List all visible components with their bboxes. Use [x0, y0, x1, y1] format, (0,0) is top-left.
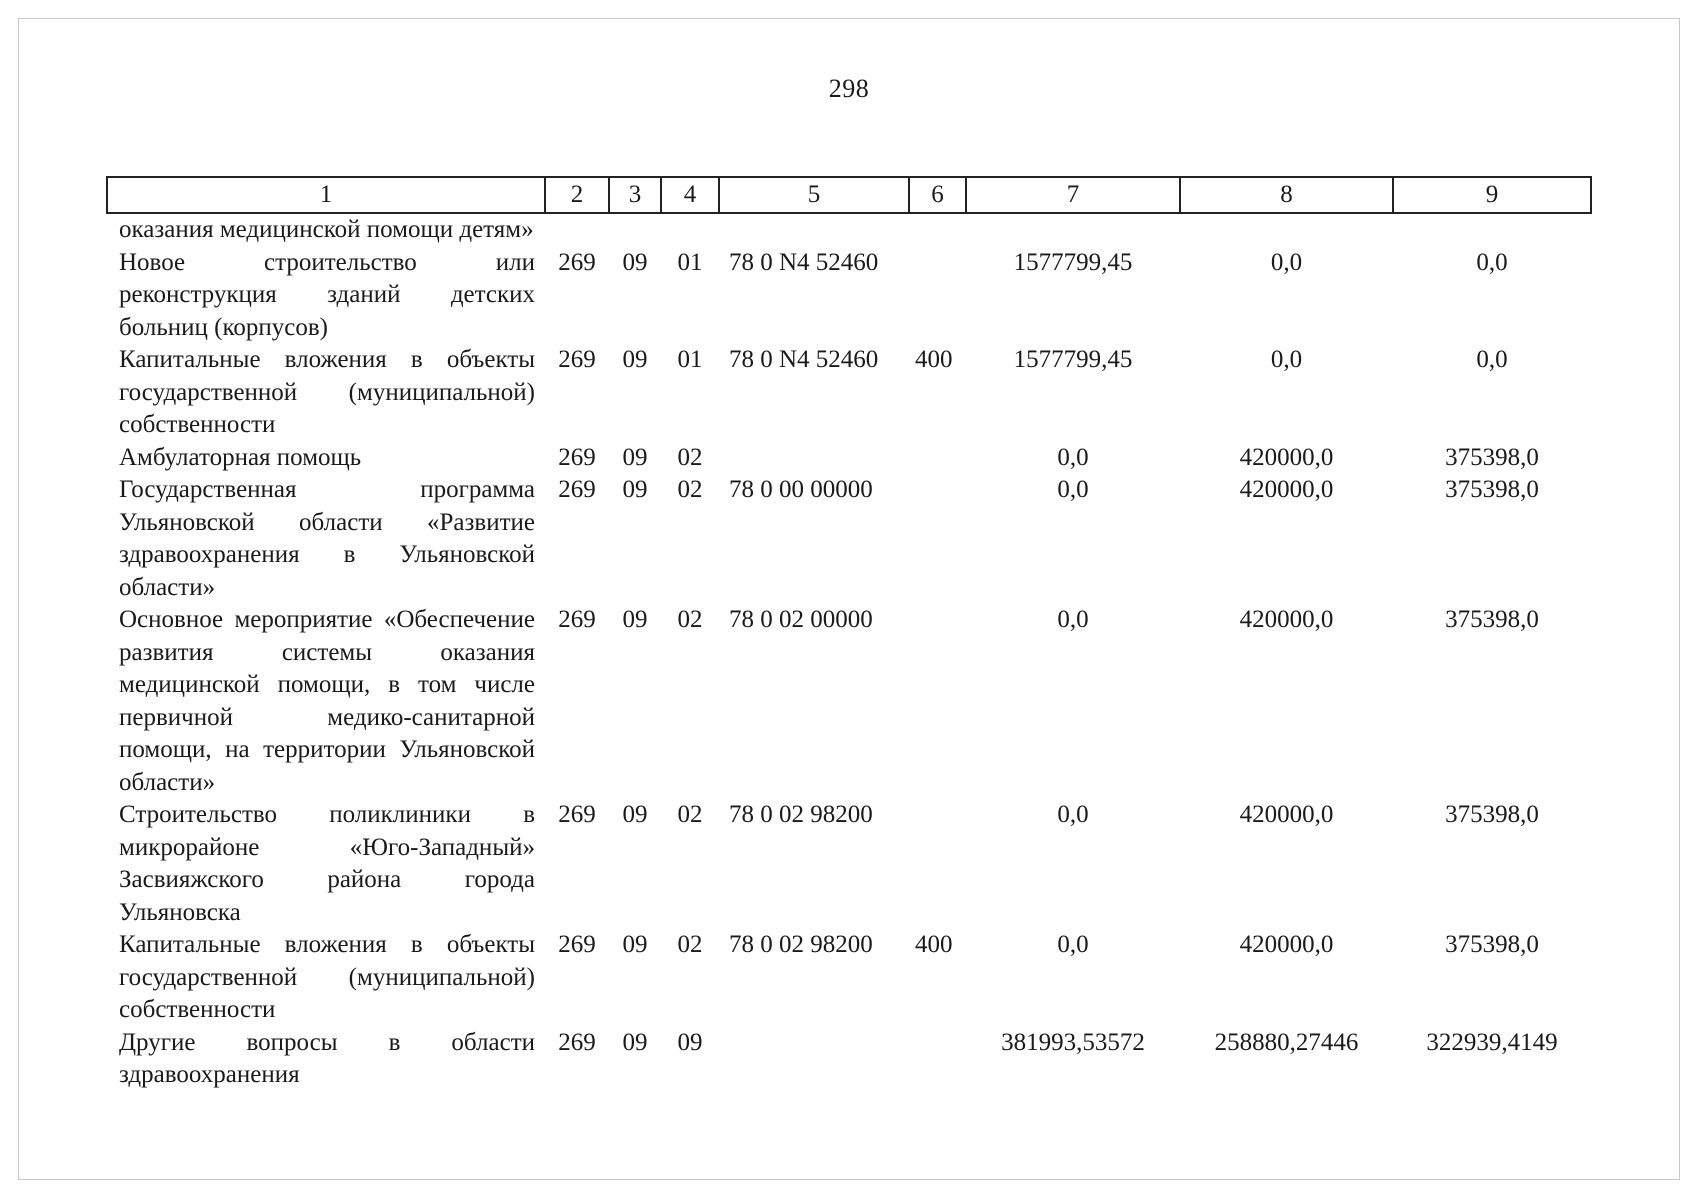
row-target-article	[719, 1027, 909, 1092]
column-header: 1	[107, 177, 545, 213]
row-section: 09	[622, 1028, 648, 1056]
row-target-article: 78 0 N4 52460	[729, 248, 879, 276]
row-grbs: 269	[558, 443, 596, 471]
column-number-header-row	[107, 177, 1591, 213]
row-amount-col8: 420000,0	[1239, 606, 1334, 633]
row-target-article: 78 0 02 98200	[729, 931, 873, 958]
row-subsection: 02	[677, 443, 703, 471]
row-expense-type	[909, 442, 966, 475]
row-expense-type: 400	[915, 346, 953, 373]
page-number: 298	[828, 74, 870, 103]
row-name: оказания медицинской помощи детям»	[119, 216, 534, 243]
row-subsection: 01	[677, 248, 703, 276]
row-grbs: 269	[558, 346, 596, 373]
row-expense-type	[909, 247, 966, 345]
row-amount-col8: 420000,0	[1239, 801, 1334, 828]
row-grbs: 269	[558, 931, 596, 958]
row-amount-col8: 0,0	[1270, 346, 1303, 373]
row-amount-col9: 375398,0	[1445, 476, 1539, 503]
column-header: 2	[545, 177, 609, 213]
row-amount-col9	[1393, 213, 1591, 247]
row-amount-col8: 258880,27446	[1214, 1028, 1359, 1056]
row-amount-col7: 1577799,45	[1013, 346, 1133, 373]
row-amount-col7: 0,0	[1057, 606, 1089, 633]
row-amount-col9: 375398,0	[1445, 606, 1539, 633]
row-section: 09	[622, 801, 648, 828]
row-subsection: 09	[677, 1028, 703, 1056]
row-amount-col7: 381993,53572	[1001, 1028, 1145, 1056]
row-target-article	[719, 213, 909, 247]
column-header: 5	[719, 177, 909, 213]
row-amount-col7	[966, 213, 1180, 247]
row-amount-col7: 0,0	[1057, 931, 1089, 958]
row-name: Государственная программа Ульяновской области «Развитие здравоохранения в Ульяновской области»	[119, 476, 535, 601]
row-amount-col8: 0,0	[1270, 248, 1303, 276]
row-section: 09	[622, 443, 648, 471]
table-row	[107, 1027, 1591, 1092]
row-target-article: 78 0 02 00000	[729, 606, 873, 633]
row-name: Амбулаторная помощь	[119, 443, 362, 471]
row-grbs: 269	[558, 1028, 596, 1056]
row-amount-col9: 0,0	[1476, 346, 1508, 373]
row-name: Капитальные вложения в объекты государственной (муниципальной) собственности	[119, 931, 535, 1023]
column-header: 3	[609, 177, 661, 213]
row-expense-type	[909, 474, 966, 604]
column-header: 9	[1393, 177, 1591, 213]
row-section: 09	[622, 248, 648, 276]
table-row	[107, 344, 1591, 442]
row-grbs	[545, 213, 609, 247]
table-row	[107, 799, 1591, 929]
column-header: 4	[661, 177, 719, 213]
row-section: 09	[622, 931, 648, 958]
row-target-article: 78 0 00 00000	[729, 476, 873, 503]
row-expense-type	[909, 604, 966, 799]
row-subsection: 02	[677, 476, 703, 503]
row-name: Капитальные вложения в объекты государственной (муниципальной) собственности	[119, 346, 535, 438]
row-subsection: 02	[677, 801, 703, 828]
column-header: 8	[1180, 177, 1393, 213]
row-target-article: 78 0 N4 52460	[729, 346, 879, 373]
row-grbs: 269	[558, 606, 596, 633]
row-expense-type	[909, 1027, 966, 1092]
table-row	[107, 604, 1591, 799]
budget-table	[106, 176, 1592, 1092]
row-amount-col9: 322939,4149	[1426, 1028, 1558, 1056]
row-name: Основное мероприятие «Обеспечение развития системы оказания медицинской помощи, в том числе первичной медико-санитарной помощи, на территории Ульяновской области»	[119, 606, 535, 796]
row-amount-col7: 0,0	[1057, 476, 1089, 503]
row-subsection: 02	[677, 606, 703, 633]
column-header: 6	[909, 177, 966, 213]
row-amount-col8: 420000,0	[1239, 931, 1334, 958]
row-target-article	[719, 442, 909, 475]
row-amount-col7: 1577799,45	[1013, 248, 1133, 276]
row-name: Новое строительство или реконструкция зданий детских больниц (корпусов)	[119, 248, 535, 341]
column-header: 7	[966, 177, 1180, 213]
row-grbs: 269	[558, 801, 596, 828]
row-amount-col9: 375398,0	[1445, 801, 1539, 828]
row-section: 09	[622, 606, 648, 633]
table-row	[107, 929, 1591, 1027]
row-name: Строительство поликлиники в микрорайоне «Юго-Западный» Засвияжского района города Ульяновска	[119, 801, 535, 926]
table-row	[107, 213, 1591, 247]
row-section: 09	[622, 346, 648, 373]
row-grbs: 269	[558, 248, 596, 276]
row-amount-col7: 0,0	[1057, 443, 1089, 471]
table-row	[107, 442, 1591, 475]
row-amount-col8: 420000,0	[1239, 476, 1334, 503]
row-subsection	[661, 213, 719, 247]
row-amount-col9: 375398,0	[1445, 931, 1539, 958]
row-expense-type	[909, 213, 966, 247]
row-amount-col9: 0,0	[1476, 248, 1508, 276]
row-subsection: 01	[677, 346, 703, 373]
row-target-article: 78 0 02 98200	[729, 801, 873, 828]
table-row	[107, 247, 1591, 345]
row-amount-col7: 0,0	[1057, 801, 1089, 828]
row-subsection: 02	[677, 931, 703, 958]
row-expense-type: 400	[915, 931, 953, 958]
row-section	[609, 213, 661, 247]
row-expense-type	[909, 799, 966, 929]
row-amount-col8	[1180, 213, 1393, 247]
row-grbs: 269	[558, 476, 596, 503]
row-section: 09	[622, 476, 648, 503]
row-amount-col8: 420000,0	[1239, 443, 1334, 471]
table-row	[107, 474, 1591, 604]
row-amount-col9: 375398,0	[1445, 443, 1539, 471]
row-name: Другие вопросы в области здравоохранения	[119, 1028, 535, 1088]
